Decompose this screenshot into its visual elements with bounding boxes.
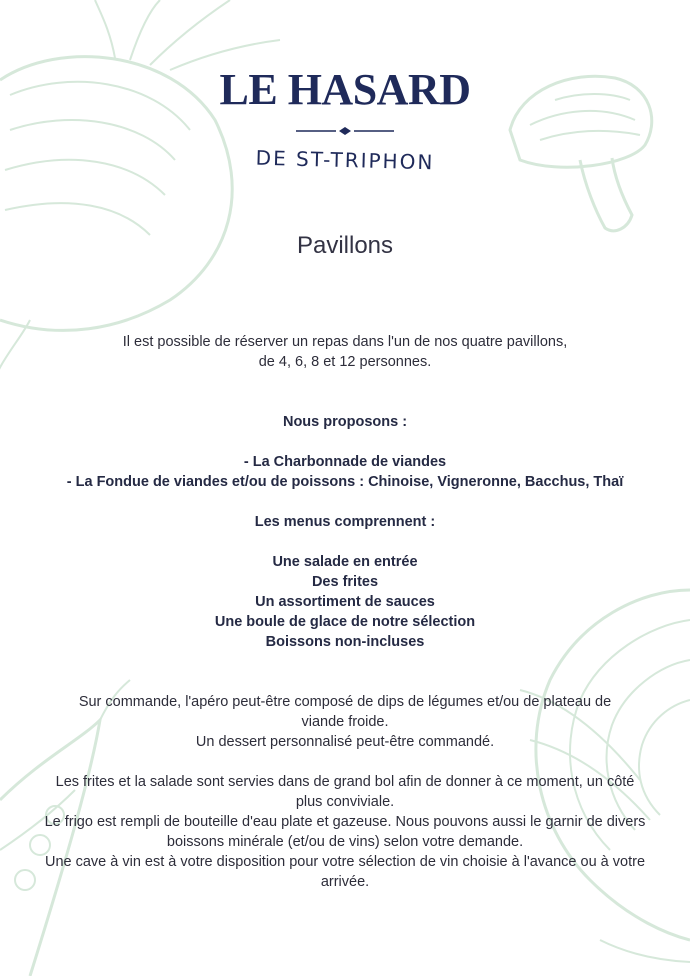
intro-line: de 4, 6, 8 et 12 personnes.: [258, 354, 432, 370]
detail-paragraph: Les frites et la salade sont servies dans de grand bol afin de donner à ce moment, un côté plus conviviale.: [55, 774, 635, 810]
order-note: Sur commande, l'apéro peut-être composé de dips de légumes et/ou de plateau de viande froide.: [78, 694, 612, 730]
proposals-heading: Nous proposons :: [282, 414, 408, 430]
menu-item: Des frites: [311, 574, 379, 590]
menus-heading: Les menus comprennent :: [254, 514, 436, 530]
page-content: [40, 332, 650, 892]
menu-item: Une salade en entrée: [272, 554, 418, 570]
menu-item: Boissons non-incluses: [265, 634, 425, 650]
page-title: Pavillons: [296, 232, 394, 259]
proposal-item: - La Charbonnade de viandes: [243, 454, 447, 470]
detail-paragraph: Le frigo est rempli de bouteille d'eau plate et gazeuse. Nous pouvons aussi le garnir de divers boissons minérale (et/ou de vins) selon votre demande.: [44, 814, 646, 850]
ornament-divider: [296, 125, 394, 137]
menu-item: Un assortiment de sauces: [255, 594, 435, 610]
brand-title: LE HASARD: [219, 65, 471, 114]
intro-line: Il est possible de réserver un repas dans l'un de nos quatre pavillons,: [122, 334, 568, 350]
detail-paragraph: Une cave à vin est à votre disposition pour votre sélection de vin choisie à l'avance ou à votre arrivée.: [44, 854, 646, 890]
order-note: Un dessert personnalisé peut-être commandé.: [195, 734, 495, 750]
proposal-item: - La Fondue de viandes et/ou de poissons : Chinoise, Vigneronne, Bacchus, Thaï: [66, 474, 624, 490]
brand-subtitle: DE ST-TRIPHON: [255, 145, 435, 175]
menu-item: Une boule de glace de notre sélection: [214, 614, 476, 630]
